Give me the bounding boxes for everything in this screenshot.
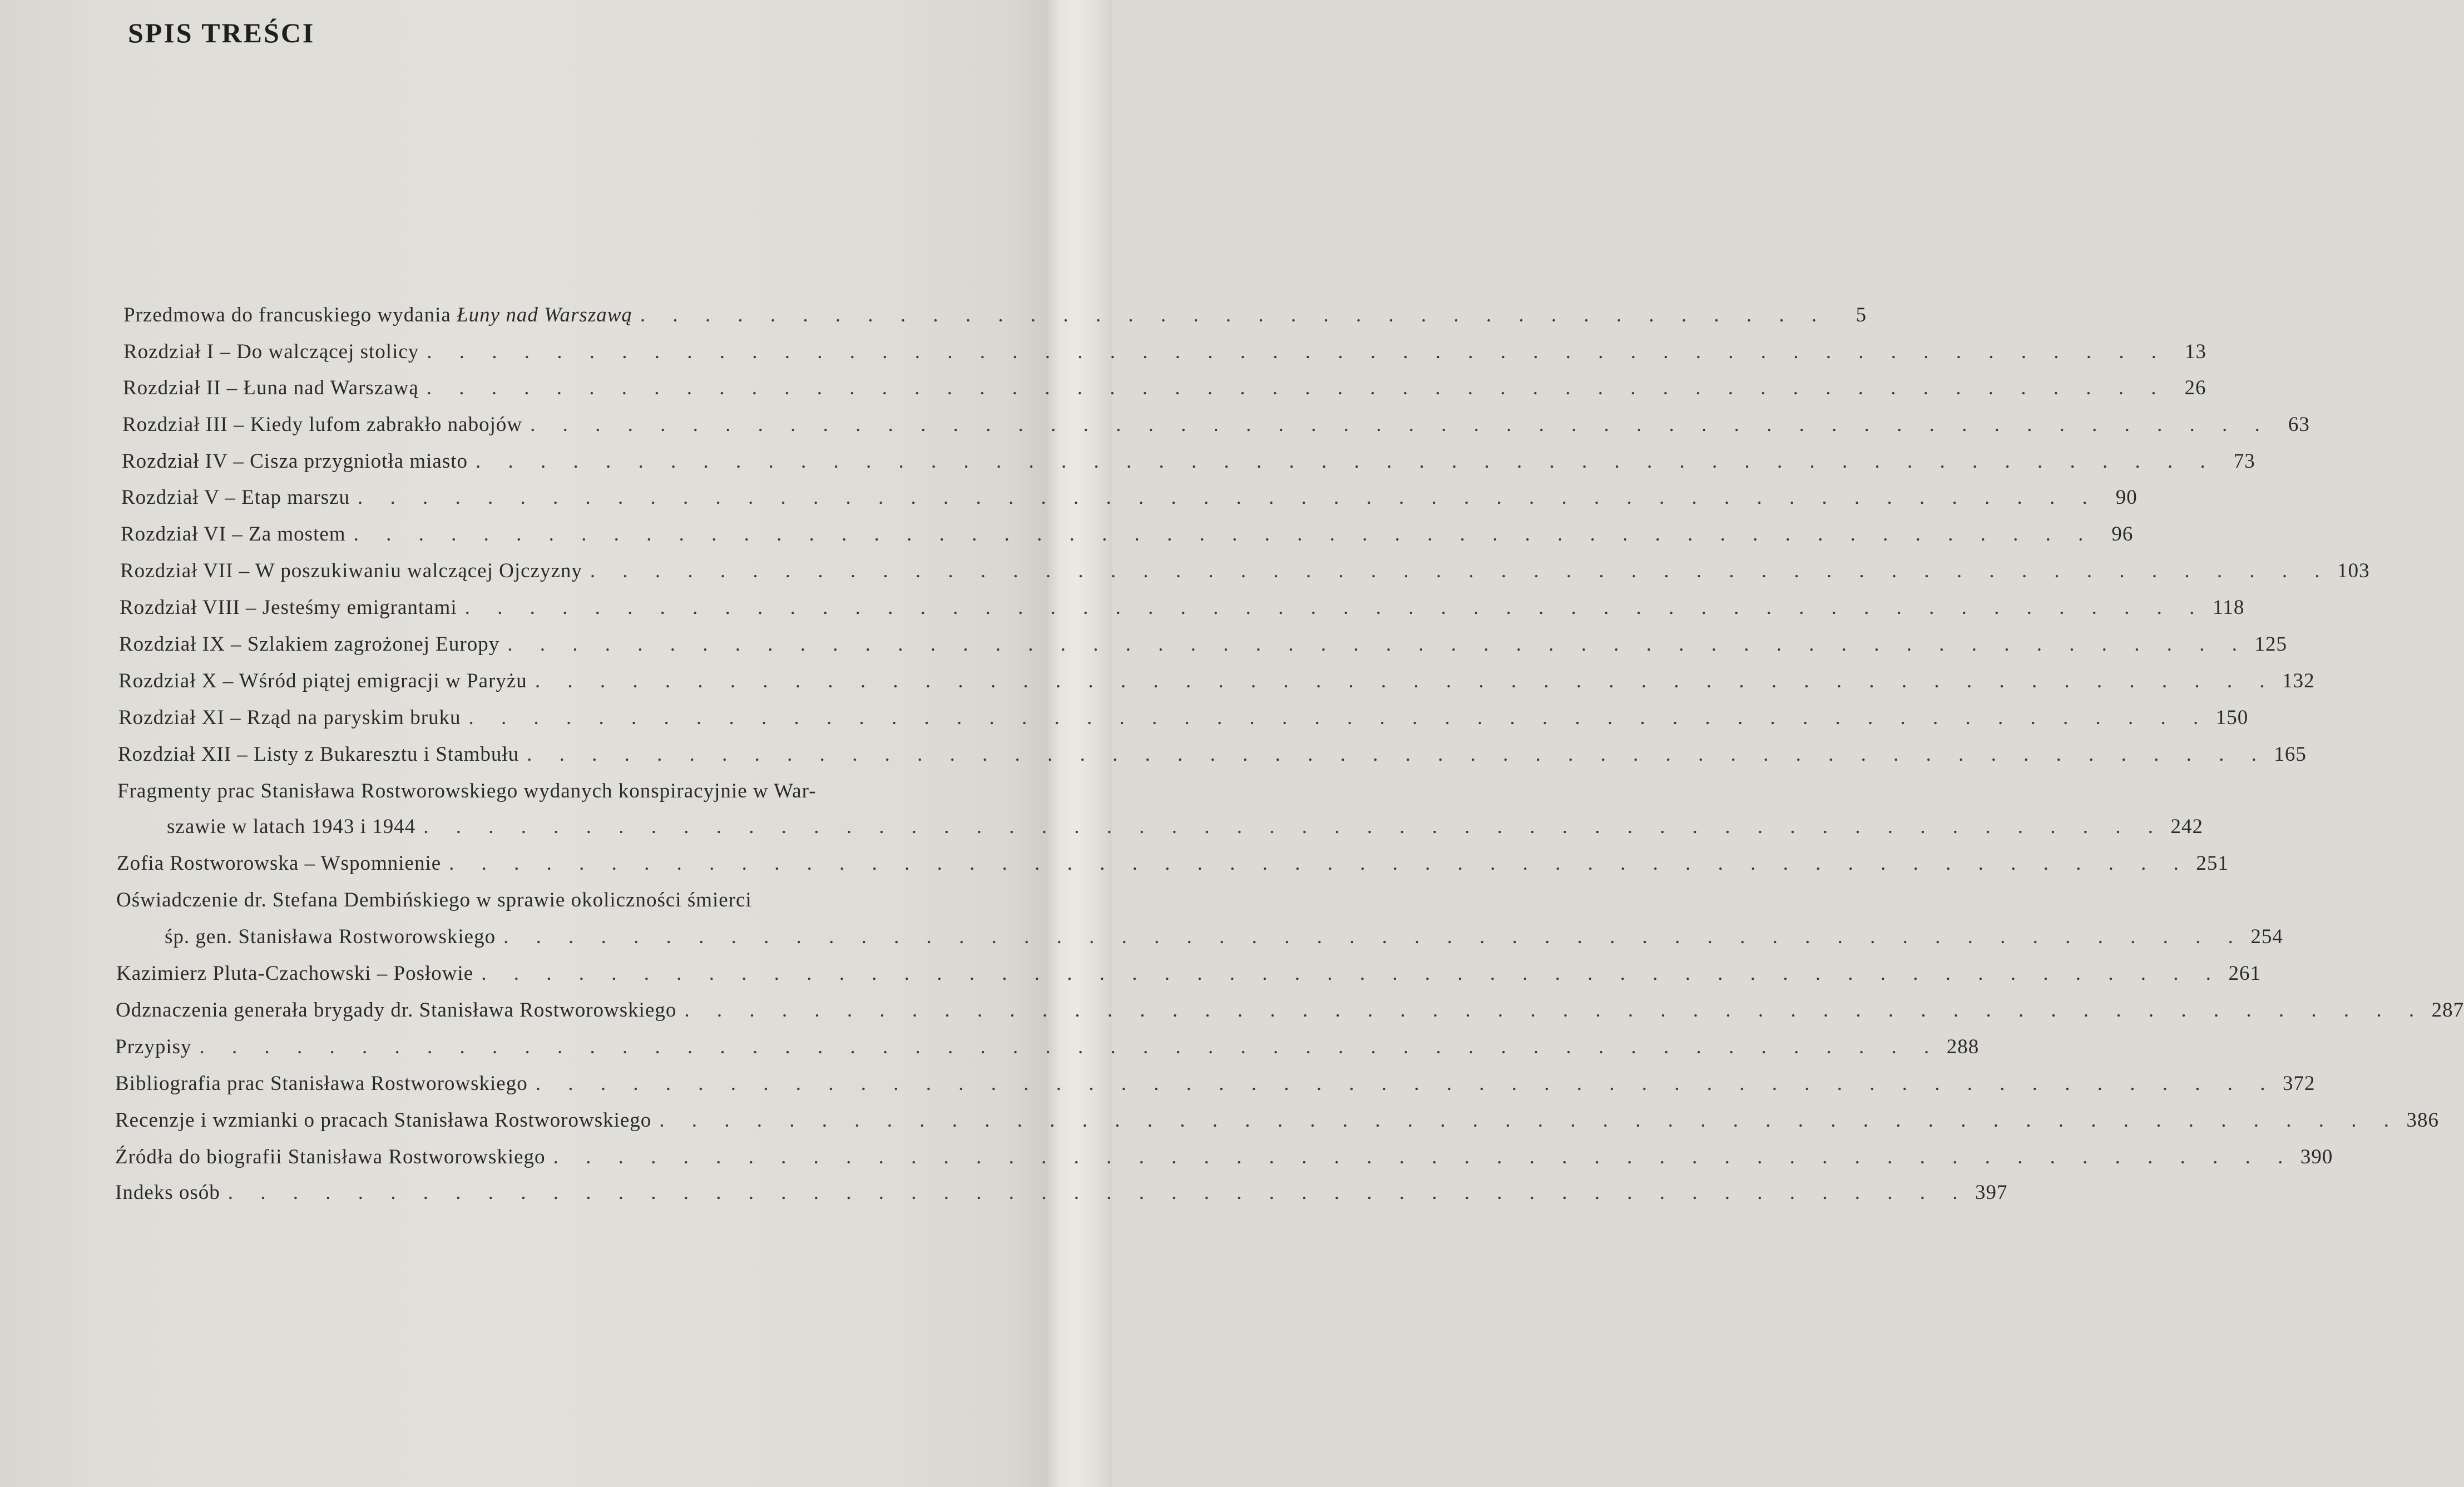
entry-italic-title: Łuny nad Warszawą bbox=[457, 304, 632, 326]
entry-page-number: 125 bbox=[2254, 633, 2287, 656]
dot-leader: . . . . . . . . . . . . . . . . . . . . . . . . . . . . . . . . . . . . . bbox=[640, 304, 1828, 326]
dot-leader: . . . . . . . . . . . . . . . . . . . . . . . . . . . . . . . . . . . . . . . . . . . . . . . . . . . . . . bbox=[507, 633, 2248, 656]
entry-title: Rozdział V – Etap marszu bbox=[121, 486, 350, 509]
entry-title: Kazimierz Pluta-Czachowski – Posłowie bbox=[116, 962, 474, 985]
entry-title: Rozdział XI – Rząd na paryskim bruku bbox=[118, 706, 461, 729]
entry-title: Źródła do biografii Stanisława Rostworowskiego bbox=[115, 1146, 546, 1168]
dot-leader: . . . . . . . . . . . . . . . . . . . . . . . . . . . . . . . . . . . . . . . . . . . . . . . . . . . . . . bbox=[449, 852, 2190, 875]
entry-title: Przypisy bbox=[115, 1035, 192, 1058]
dot-leader: . . . . . . . . . . . . . . . . . . . . . . . . . . . . . . . . . . . . . . . . . . . . . . . . . . . . . . bbox=[423, 815, 2164, 838]
toc-entry-chapter-4 bbox=[122, 449, 2255, 473]
dot-leader: . . . . . . . . . . . . . . . . . . . . . . . . . . . . . . . . . . . . . . . . . . . . . . . . . . . . . . bbox=[527, 743, 2268, 766]
entry-title: Rozdział VI – Za mostem bbox=[121, 523, 346, 546]
entry-page-number: 150 bbox=[2215, 706, 2249, 729]
entry-title: Bibliografia prac Stanisława Rostworowskiego bbox=[115, 1072, 528, 1095]
entry-title: Rozdział III – Kiedy lufom zabrakło nabojów bbox=[122, 413, 523, 436]
entry-page-number: 132 bbox=[2282, 670, 2315, 692]
entry-title: Rozdział VII – W poszukiwaniu walczącej Ojczyzny bbox=[120, 559, 582, 582]
toc-entry-chapter-12 bbox=[118, 742, 2307, 766]
entry-page-number: 73 bbox=[2233, 450, 2255, 473]
entry-page-number: 96 bbox=[2111, 523, 2134, 546]
entry-title: Rozdział IX – Szlakiem zagrożonej Europy bbox=[119, 633, 500, 656]
dot-leader: . . . . . . . . . . . . . . . . . . . . . . . . . . . . . . . . . . . . . . . . . . . . . . . . . . . . . . bbox=[476, 450, 2216, 473]
toc-entry-chapter-1 bbox=[123, 340, 2207, 364]
entry-title: Rozdział X – Wśród piątej emigracji w Paryżu bbox=[118, 670, 527, 692]
entry-title: Rozdział I – Do walczącej stolicy bbox=[123, 340, 419, 363]
toc-entry-chapter-10 bbox=[118, 669, 2315, 693]
dot-leader: . . . . . . . . . . . . . . . . . . . . . . . . . . . . . . . . . . . . . . . . . . . . . . . . . . . . . . bbox=[481, 962, 2222, 985]
toc-entry-fragments bbox=[167, 815, 2203, 839]
entry-page-number: 26 bbox=[2184, 376, 2206, 399]
toc-entry-decorations bbox=[116, 998, 2464, 1022]
dot-leader: . . . . . . . . . . . . . . . . . . . . . . . . . . . . . . . . . . . . . . . . . . . . . . . . . . . . . . bbox=[659, 1109, 2401, 1132]
entry-page-number: 165 bbox=[2274, 743, 2307, 766]
toc-entry-reviews bbox=[115, 1108, 2440, 1132]
toc-entry-footnotes bbox=[115, 1035, 1980, 1059]
entry-title: Rozdział VIII – Jesteśmy emigrantami bbox=[120, 596, 457, 619]
entry-title: Rozdział XII – Listy z Bukaresztu i Stambułu bbox=[118, 743, 519, 766]
entry-page-number: 103 bbox=[2337, 559, 2370, 582]
dot-leader: . . . . . . . . . . . . . . . . . . . . . . . . . . . . . . . . . . . . . . . . . . . . . . . . . . . . . . bbox=[553, 1146, 2294, 1168]
toc-entry-statement bbox=[165, 925, 2283, 949]
entry-title: śp. gen. Stanisława Rostworowskiego bbox=[165, 925, 496, 948]
toc-entry-statement-line1 bbox=[116, 888, 1034, 912]
dot-leader: . . . . . . . . . . . . . . . . . . . . . . . . . . . . . . . . . . . . . . . . . . . . . . . . . . . . . . bbox=[590, 559, 2331, 582]
toc-entry-preface bbox=[123, 303, 1867, 327]
dot-leader: . . . . . . . . . . . . . . . . . . . . . . . . . . . . . . . . . . . . . . . . . . . . . . . . . . . . . . bbox=[503, 925, 2244, 948]
entry-page-number: 287 bbox=[2431, 999, 2464, 1022]
entry-title: Przedmowa do francuskiego wydania Łuny nad Warszawą bbox=[123, 304, 632, 326]
toc-entry-afterword bbox=[116, 961, 2261, 985]
toc-entry-memoir bbox=[117, 851, 2229, 875]
toc-entry-chapter-3 bbox=[122, 413, 2310, 437]
entry-page-number: 372 bbox=[2282, 1072, 2315, 1095]
entry-page-number: 63 bbox=[2288, 413, 2310, 436]
dot-leader: . . . . . . . . . . . . . . . . . . . . . . . . . . . . . . . . . . . . . . . . . . . . . . . . . . . . . . bbox=[464, 596, 2206, 619]
entry-title: Odznaczenia generała brygady dr. Stanisława Rostworowskiego bbox=[116, 999, 677, 1022]
toc-entry-chapter-6 bbox=[121, 522, 2134, 546]
entry-page-number: 251 bbox=[2196, 852, 2229, 875]
dot-leader: . . . . . . . . . . . . . . . . . . . . . . . . . . . . . . . . . . . . . . . . . . . . . . . . . . . . . . bbox=[530, 413, 2271, 436]
toc-entry-chapter-7 bbox=[120, 559, 2370, 583]
toc-entry-chapter-5 bbox=[121, 485, 2138, 509]
dot-leader: . . . . . . . . . . . . . . . . . . . . . . . . . . . . . . . . . . . . . . . . . . . . . . . . . . . . . . bbox=[227, 1181, 1969, 1204]
toc-heading: SPIS TREŚCI bbox=[128, 17, 315, 48]
entry-page-number: 254 bbox=[2250, 925, 2283, 948]
dot-leader: . . . . . . . . . . . . . . . . . . . . . . . . . . . . . . . . . . . . . . . . . . . . . . . . . . . . . . bbox=[535, 670, 2276, 692]
toc-entry-chapter-2 bbox=[123, 376, 2206, 400]
entry-page-number: 5 bbox=[1856, 304, 1867, 326]
dot-leader: . . . . . . . . . . . . . . . . . . . . . . . . . . . . . . . . . . . . . . . . . . . . . . . . . . . . . . bbox=[353, 523, 2095, 546]
entry-title: Zofia Rostworowska – Wspomnienie bbox=[117, 852, 442, 875]
entry-title: Rozdział IV – Cisza przygniotła miasto bbox=[122, 450, 468, 473]
toc-entry-chapter-11 bbox=[118, 706, 2249, 730]
dot-leader: . . . . . . . . . . . . . . . . . . . . . . . . . . . . . . . . . . . . . . . . . . . . . . . . . . . . . . bbox=[468, 706, 2210, 729]
entry-page-number: 118 bbox=[2213, 596, 2245, 619]
entry-title: Oświadczenie dr. Stefana Dembińskiego w sprawie okoliczności śmierci bbox=[116, 889, 752, 911]
dot-leader: . . . . . . . . . . . . . . . . . . . . . . . . . . . . . . . . . . . . . . . . . . . . . . . . . . . . . . bbox=[426, 376, 2168, 399]
toc-entry-chapter-9 bbox=[119, 632, 2287, 656]
toc-entry-fragments-line1 bbox=[117, 779, 1035, 803]
toc-entry-sources bbox=[115, 1145, 2333, 1169]
entry-page-number: 386 bbox=[2406, 1109, 2440, 1132]
entry-page-number: 261 bbox=[2228, 962, 2261, 985]
entry-title: szawie w latach 1943 i 1944 bbox=[167, 815, 416, 838]
entry-title: Rozdział II – Łuna nad Warszawą bbox=[123, 376, 419, 399]
entry-page-number: 90 bbox=[2115, 486, 2138, 509]
entry-title: Recenzje i wzmianki o pracach Stanisława Rostworowskiego bbox=[115, 1109, 652, 1132]
entry-title: Indeks osób bbox=[115, 1181, 220, 1204]
toc-entry-index bbox=[115, 1181, 2008, 1205]
entry-page-number: 13 bbox=[2185, 340, 2207, 363]
dot-leader: . . . . . . . . . . . . . . . . . . . . . . . . . . . . . . . . . . . . . . . . . . . . . . . . . . . . . . bbox=[535, 1072, 2277, 1095]
dot-leader: . . . . . . . . . . . . . . . . . . . . . . . . . . . . . . . . . . . . . . . . . . . . . . . . . . . . . . bbox=[199, 1035, 1941, 1058]
entry-page-number: 390 bbox=[2300, 1146, 2333, 1168]
entry-title: Fragmenty prac Stanisława Rostworowskiego wydanych konspiracyjnie w War- bbox=[117, 780, 817, 802]
toc-entry-bibliography bbox=[115, 1072, 2315, 1096]
dot-leader: . . . . . . . . . . . . . . . . . . . . . . . . . . . . . . . . . . . . . . . . . . . . . . . . . . . . . . bbox=[358, 486, 2099, 509]
dot-leader: . . . . . . . . . . . . . . . . . . . . . . . . . . . . . . . . . . . . . . . . . . . . . . . . . . . . . . bbox=[427, 340, 2168, 363]
entry-page-number: 397 bbox=[1975, 1181, 2008, 1204]
dot-leader: . . . . . . . . . . . . . . . . . . . . . . . . . . . . . . . . . . . . . . . . . . . . . . . . . . . . . . bbox=[684, 999, 2426, 1022]
toc-entry-chapter-8 bbox=[120, 596, 2245, 619]
entry-page-number: 288 bbox=[1946, 1035, 1980, 1058]
entry-page-number: 242 bbox=[2170, 815, 2203, 838]
